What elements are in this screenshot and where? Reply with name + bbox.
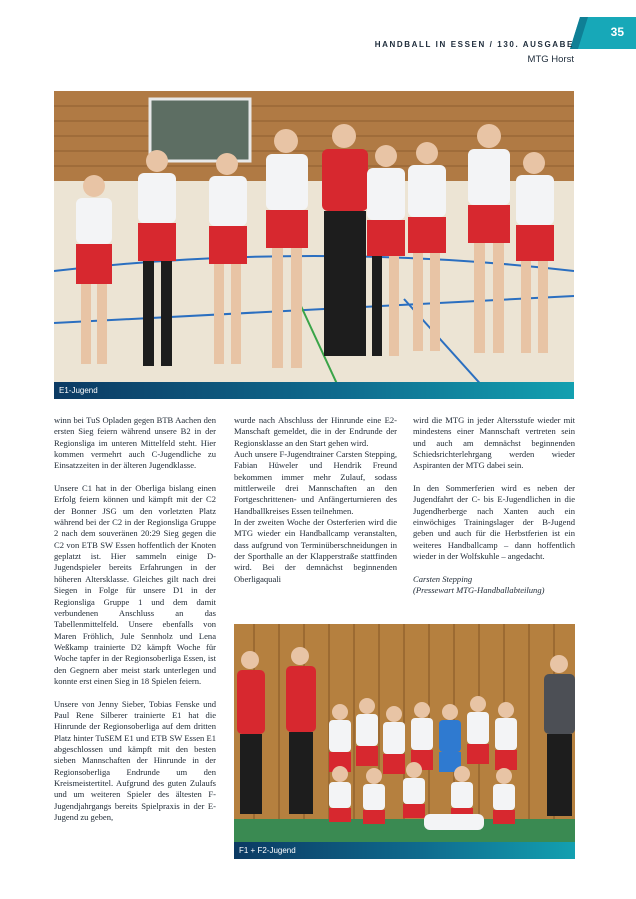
article-column-2 [234,415,397,585]
article-column-3 [413,415,575,597]
photo-caption-top: E1-Jugend [59,386,98,395]
page-header [375,40,574,65]
club-section-label: MTG Horst [527,54,574,65]
paragraph: In der zweiten Woche der Osterferien wird die MTG wieder ein Handballcamp veranstalten, dass aufgrund von Terminüberschneidungen in der Sporthalle an der Klapperstraße stattfinden wird. Bei der demnächst beginnenden Oberligaquali [234,517,397,584]
paragraph: In den Sommerferien wird es neben der Jugendfahrt der C- bis E-Jugendlichen in die Jugendherberge nach Xanten auch ein einwöchiges Trainingslager der B-Jugend geben und auch für die Herbstferien ist ein weiteres Handballcamp – dann hoffentlich wieder in der Wolfskuhle – angedacht. [413,483,575,562]
team-photo-f1-f2 [234,624,575,859]
article-column-1 [54,415,216,823]
page-number-tab [570,17,636,49]
paragraph: wurde nach Abschluss der Hinrunde eine E2-Manschaft gemeldet, die in der Endrunde der Regionsklasse an den Start gehen wird. [234,415,397,448]
magazine-issue-line: HANDBALL IN ESSEN / 130. AUSGABE [374,40,574,49]
team-photo-e1-illustration [54,91,574,399]
page-tab-shape [570,17,636,49]
team-photo-e1 [54,91,574,399]
paragraph: Unsere C1 hat in der Oberliga bislang einen Erfolg feiern können und kämpft mit der C2 der Bonner JSG um den vorletzten Platz während bei der C2 in der Regionsliga Gruppe 2 nach dem souveränen 20:29 Sieg gegen die C2 von ETB SW Essen hoffentlich der Knoten geplatzt ist. Hier sammeln einige D-Jugendspieler bereits Erfahrungen in der höheren Altersklasse. Gleiches gilt nach drei Siegen in Folge für unsere D1 in der Regionsliga Gruppe 1 und dem damit verbundenen Anschluss an das Tabellenmittelfeld. Unsere ebenfalls von Maren Fröhlich, Jule Sennholz und Lena Weßkamp trainierte D2 kämpft Woche für Woche tapfer in der Regionsoberliga Essen, ist den Gegnern aber meist stark unterlegen und konnte erst einen Sieg in 18 Spielen feiern. [54,483,216,686]
photo-caption-bottom: F1 + F2-Jugend [239,846,296,855]
team-photo-f1-f2-illustration [234,624,575,859]
paragraph: wird die MTG in jeder Altersstufe wieder mit mindestens einer Mannschaft vertreten sein und auch am demnächst beginnenden Schiedsrichterlehrgang werden wieder Aspiranten der MTG dabei sein. [413,415,575,471]
author-role: (Pressewart MTG-Handballabteilung) [413,585,545,596]
page-number: 35 [610,25,624,39]
paragraph: Auch unsere F-Jugendtrainer Carsten Stepping, Fabian Hüweler und Hendrik Freund bekommen immer mehr Zulauf, sodass mittlerweile drei Mannschaften an den Fortgeschrittenen- und Anfängerturnieren des Handballkreises Essen teilnehmen. [234,449,397,516]
paragraph: winn bei TuS Opladen gegen BTB Aachen den ersten Sieg feiern während unsere B2 in der Regionsliga im unteren Mittelfeld steht. Hier kommen vermehrt auch C-Jugendliche zu Einsatzzeiten in der älteren Jugendklasse. [54,415,216,471]
author-name: Carsten Stepping [413,573,473,584]
paragraph: Unsere von Jenny Sieber, Tobias Fenske und Paul Rene Silberer trainierte E1 hat die Hinrunde der Regionsoberliga auf dem dritten Platz hinter TuSEM E1 und ETB SW Essen E1 abgeschlossen und kämpft mit den besten sieben Mannschaften der Hinrunde in der Regionsoberliga Endrunde um den Kreismeistertitel. Aufgrund des guten Zulaufs und um weiteren Spieler des ältesten F-Jugendjahrgangs bereits Spielpraxis in der E-Jugend zu geben, [54,698,216,823]
caption-bar-top [54,382,574,399]
